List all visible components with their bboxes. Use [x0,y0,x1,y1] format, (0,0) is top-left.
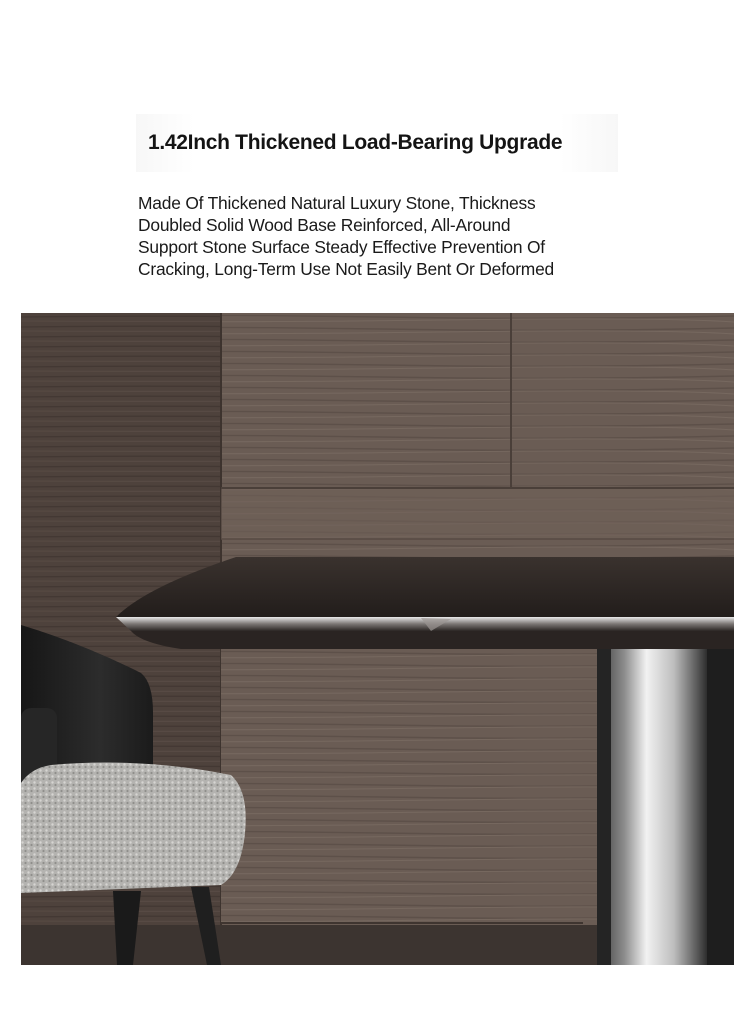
description-line-3: Support Stone Surface Steady Effective Prevention Of [138,237,545,257]
feature-description [138,192,638,280]
description-line-4: Cracking, Long-Term Use Not Easily Bent Or Deformed [138,259,555,279]
description-line-1: Made Of Thickened Natural Luxury Stone, Thickness [138,193,536,213]
description-line-2: Doubled Solid Wood Base Reinforced, All-Around [138,215,511,235]
product-photo [21,313,734,965]
feature-heading: 1.42Inch Thickened Load-Bearing Upgrade [148,131,563,154]
